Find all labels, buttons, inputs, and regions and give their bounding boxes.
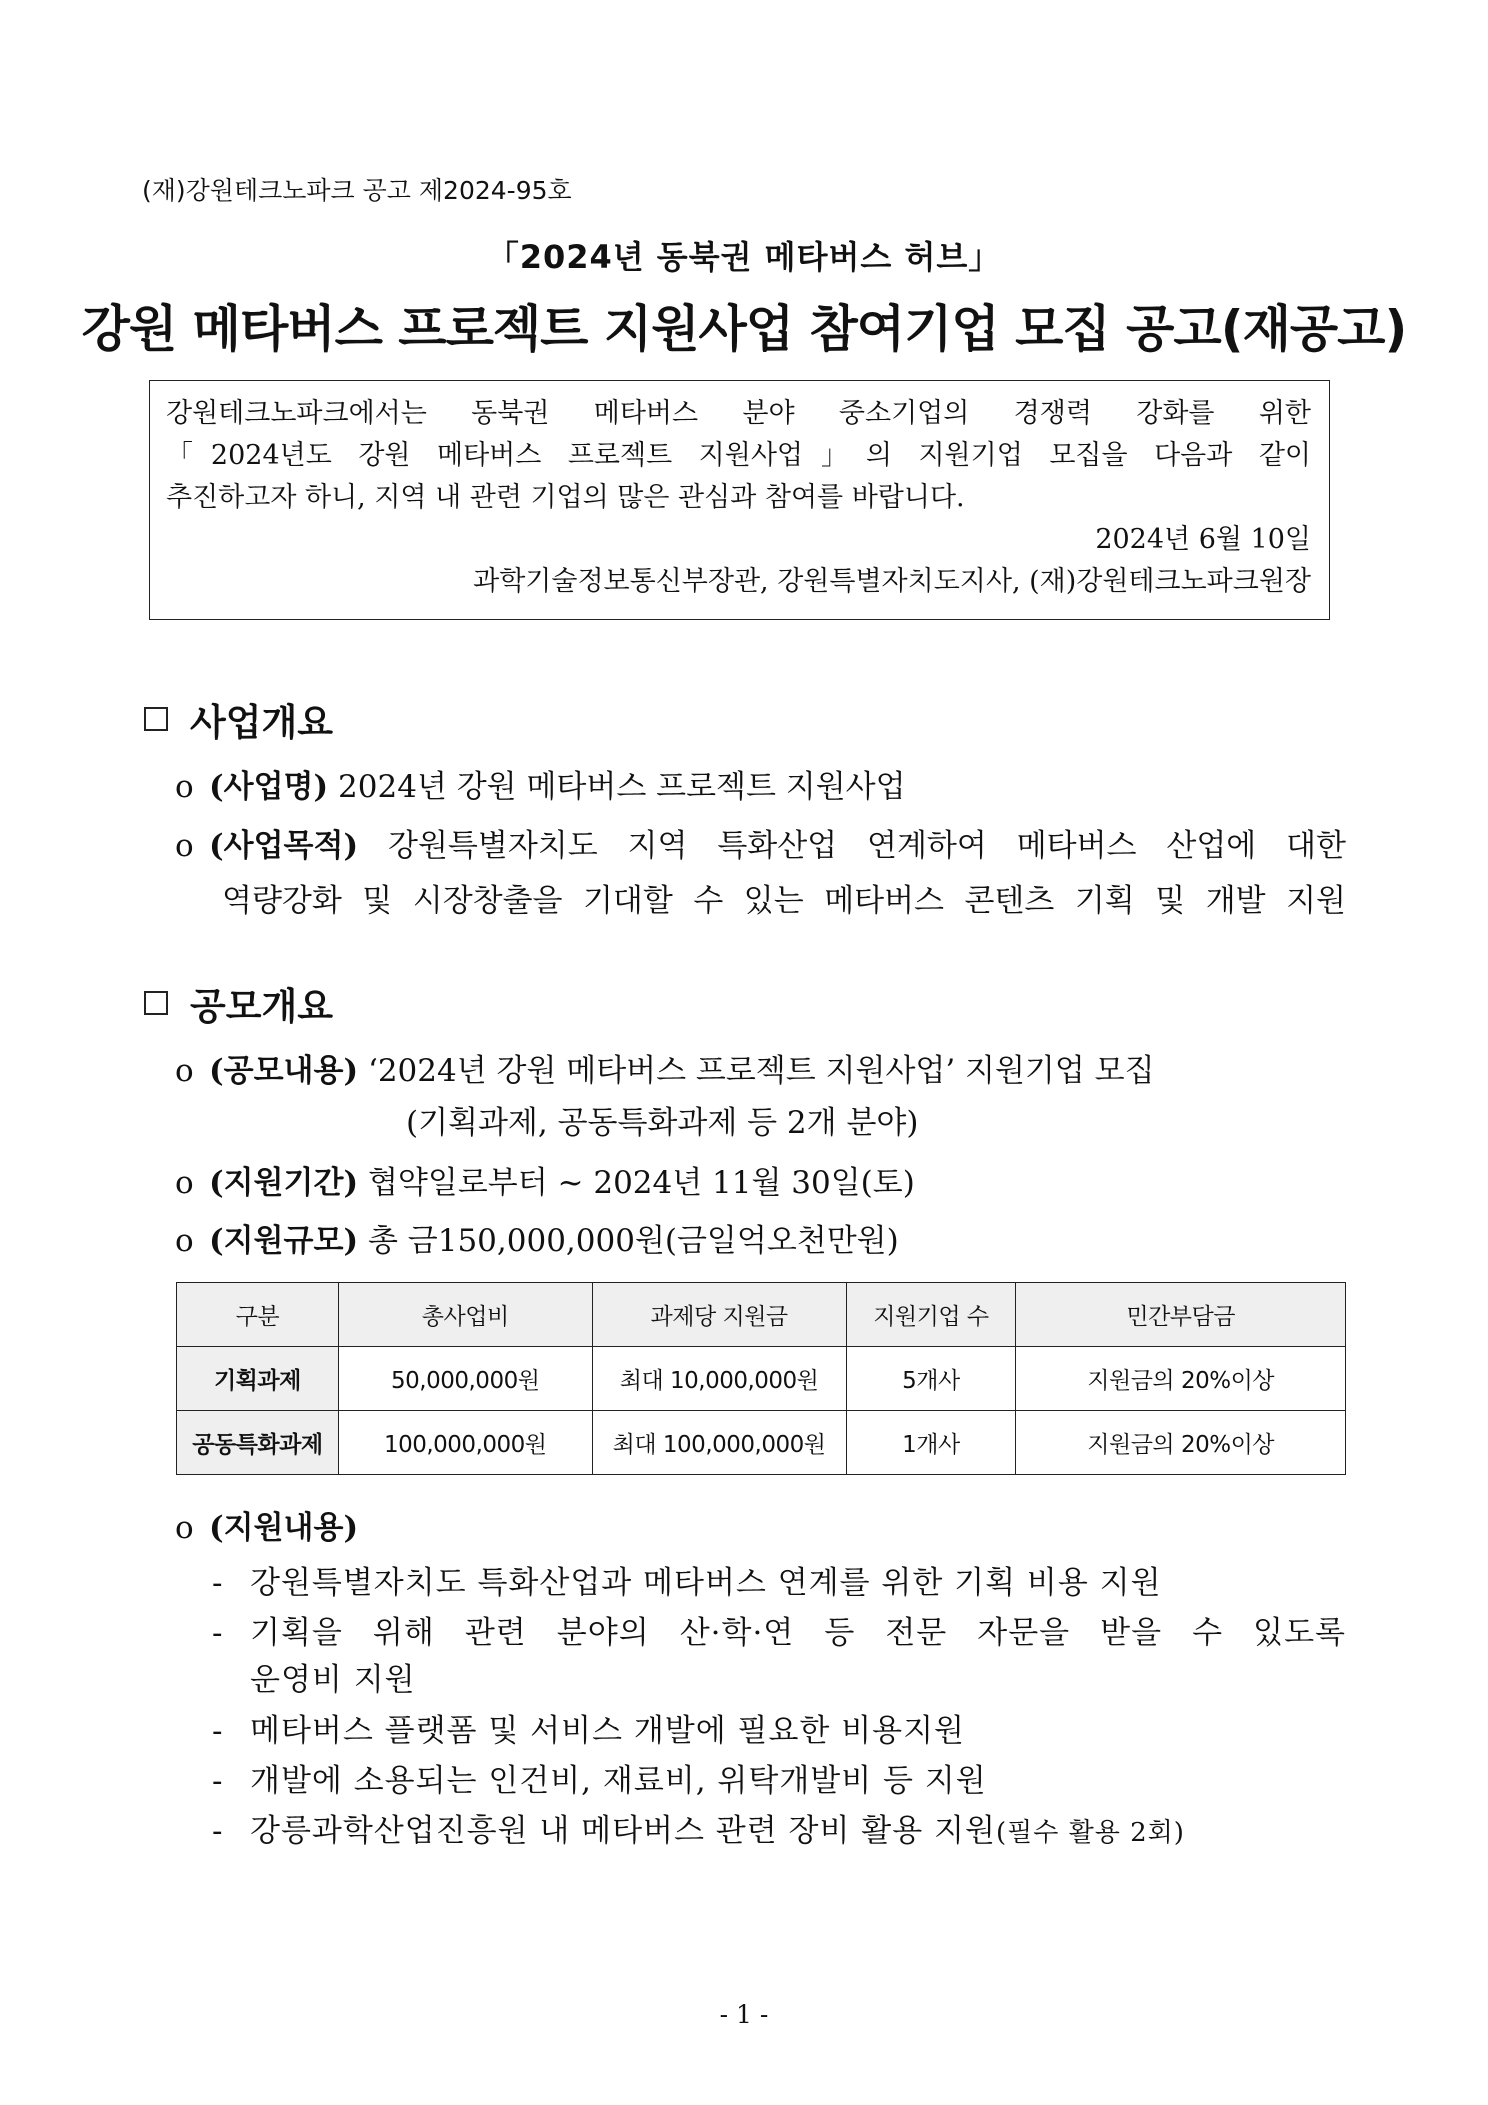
item-text: ‘2024년 강원 메타버스 프로젝트 지원사업’ 지원기업 모집 bbox=[367, 1053, 1155, 1089]
checkbox-square-icon bbox=[144, 707, 168, 731]
list-item-support-period bbox=[175, 1160, 915, 1206]
support-line-text: 개발에 소용되는 인건비, 재료비, 위탁개발비 등 지원 bbox=[250, 1763, 987, 1799]
bullet: o bbox=[175, 1165, 194, 1201]
section-heading-business-overview bbox=[144, 692, 333, 746]
item-label: (사업목적) bbox=[209, 828, 359, 864]
table-cell: 50,000,000원 bbox=[338, 1347, 592, 1411]
support-line-text: 메타버스 플랫폼 및 서비스 개발에 필요한 비용지원 bbox=[250, 1713, 965, 1749]
intro-line: 「2024년도 강원 메타버스 프로젝트 지원사업」의 지원기업 모집을 다음과 같이 bbox=[166, 440, 1311, 471]
dash-bullet: - bbox=[212, 1813, 224, 1849]
support-line bbox=[212, 1758, 1346, 1804]
item-label: (지원규모) bbox=[209, 1223, 359, 1259]
dash-bullet: - bbox=[212, 1713, 224, 1749]
dash-bullet: - bbox=[212, 1763, 224, 1799]
support-line bbox=[212, 1560, 1346, 1606]
table-header-cell: 과제당 지원금 bbox=[592, 1283, 846, 1347]
bullet: o bbox=[175, 769, 194, 805]
table-header-cell: 지원기업 수 bbox=[846, 1283, 1016, 1347]
table-header-cell: 구분 bbox=[177, 1283, 339, 1347]
notice-number: (재)강원테크노파크 공고 제2024-95호 bbox=[142, 176, 572, 205]
table-cell: 지원금의 20%이상 bbox=[1016, 1411, 1346, 1475]
item-text: 강원특별자치도 지역 특화산업 연계하여 메타버스 산업에 대한 bbox=[388, 828, 1347, 864]
item-label: (공모내용) bbox=[209, 1053, 359, 1089]
document-subtitle: 「2024년 동북권 메타버스 허브」 bbox=[486, 238, 1002, 276]
intro-box bbox=[149, 380, 1330, 620]
checkbox-square-icon bbox=[144, 991, 168, 1015]
support-line-text: 강릉과학산업진흥원 내 메타버스 관련 장비 활용 지원 bbox=[250, 1813, 996, 1849]
bullet: o bbox=[175, 1223, 194, 1259]
item-text: 총 금150,000,000원(금일억오천만원) bbox=[367, 1223, 899, 1259]
list-item-support-scale bbox=[175, 1218, 899, 1264]
document-title: 강원 메타버스 프로젝트 지원사업 참여기업 모집 공고(재공고) bbox=[81, 300, 1407, 358]
table-cell: 최대 10,000,000원 bbox=[592, 1347, 846, 1411]
support-line bbox=[212, 1610, 1346, 1656]
table-row-header: 공동특화과제 bbox=[177, 1411, 339, 1475]
intro-line: 추진하고자 하니, 지역 내 관련 기업의 많은 관심과 참여를 바랍니다. bbox=[166, 482, 965, 513]
support-line bbox=[212, 1808, 1346, 1856]
bullet: o bbox=[175, 828, 194, 864]
item-label: (지원기간) bbox=[209, 1165, 359, 1201]
table-header-row bbox=[177, 1283, 1346, 1347]
table-header-cell: 총사업비 bbox=[338, 1283, 592, 1347]
item-label: (사업명) bbox=[209, 769, 329, 805]
table-header-cell: 민간부담금 bbox=[1016, 1283, 1346, 1347]
dash-bullet: - bbox=[212, 1615, 224, 1651]
list-item-business-name bbox=[175, 764, 906, 810]
table-cell: 지원금의 20%이상 bbox=[1016, 1347, 1346, 1411]
item-text: 협약일로부터 ~ 2024년 11월 30일(토) bbox=[367, 1165, 915, 1201]
item-continuation: 역량강화 및 시장창출을 기대할 수 있는 메타버스 콘텐츠 기획 및 개발 지원 bbox=[222, 883, 1346, 919]
support-line bbox=[212, 1708, 1346, 1754]
item-text: 2024년 강원 메타버스 프로젝트 지원사업 bbox=[338, 769, 906, 805]
table-row bbox=[177, 1347, 1346, 1411]
section-heading-label: 공모개요 bbox=[190, 985, 333, 1028]
item-continuation: (기획과제, 공동특화과제 등 2개 분야) bbox=[406, 1105, 919, 1141]
table-cell: 최대 100,000,000원 bbox=[592, 1411, 846, 1475]
list-item-contest-content bbox=[175, 1048, 1155, 1094]
section-heading-contest-overview bbox=[144, 976, 333, 1030]
list-item-business-purpose bbox=[175, 823, 1346, 869]
item-label: (지원내용) bbox=[209, 1510, 359, 1546]
table-cell: 100,000,000원 bbox=[338, 1411, 592, 1475]
support-line-text: 기획을 위해 관련 분야의 산·학·연 등 전문 자문을 받을 수 있도록 bbox=[250, 1615, 1346, 1651]
page-number: - 1 - bbox=[719, 2000, 769, 2029]
table-cell: 5개사 bbox=[846, 1347, 1016, 1411]
intro-line: 강원테크노파크에서는 동북권 메타버스 분야 중소기업의 경쟁력 강화를 위한 bbox=[166, 398, 1311, 429]
support-line-note: (필수 활용 2회) bbox=[995, 1818, 1185, 1848]
support-line-continuation: 운영비 지원 bbox=[250, 1662, 416, 1698]
intro-issuers: 과학기술정보통신부장관, 강원특별자치도지사, (재)강원테크노파크원장 bbox=[473, 566, 1311, 597]
budget-table bbox=[176, 1282, 1346, 1475]
section-heading-label: 사업개요 bbox=[190, 701, 333, 744]
table-row-header: 기획과제 bbox=[177, 1347, 339, 1411]
table-row bbox=[177, 1411, 1346, 1475]
dash-bullet: - bbox=[212, 1565, 224, 1601]
support-line-text: 강원특별자치도 특화산업과 메타버스 연계를 위한 기획 비용 지원 bbox=[250, 1565, 1162, 1601]
list-item-support-content bbox=[175, 1505, 358, 1551]
intro-date: 2024년 6월 10일 bbox=[1095, 524, 1311, 555]
table-cell: 1개사 bbox=[846, 1411, 1016, 1475]
bullet: o bbox=[175, 1053, 194, 1089]
bullet: o bbox=[175, 1510, 194, 1546]
